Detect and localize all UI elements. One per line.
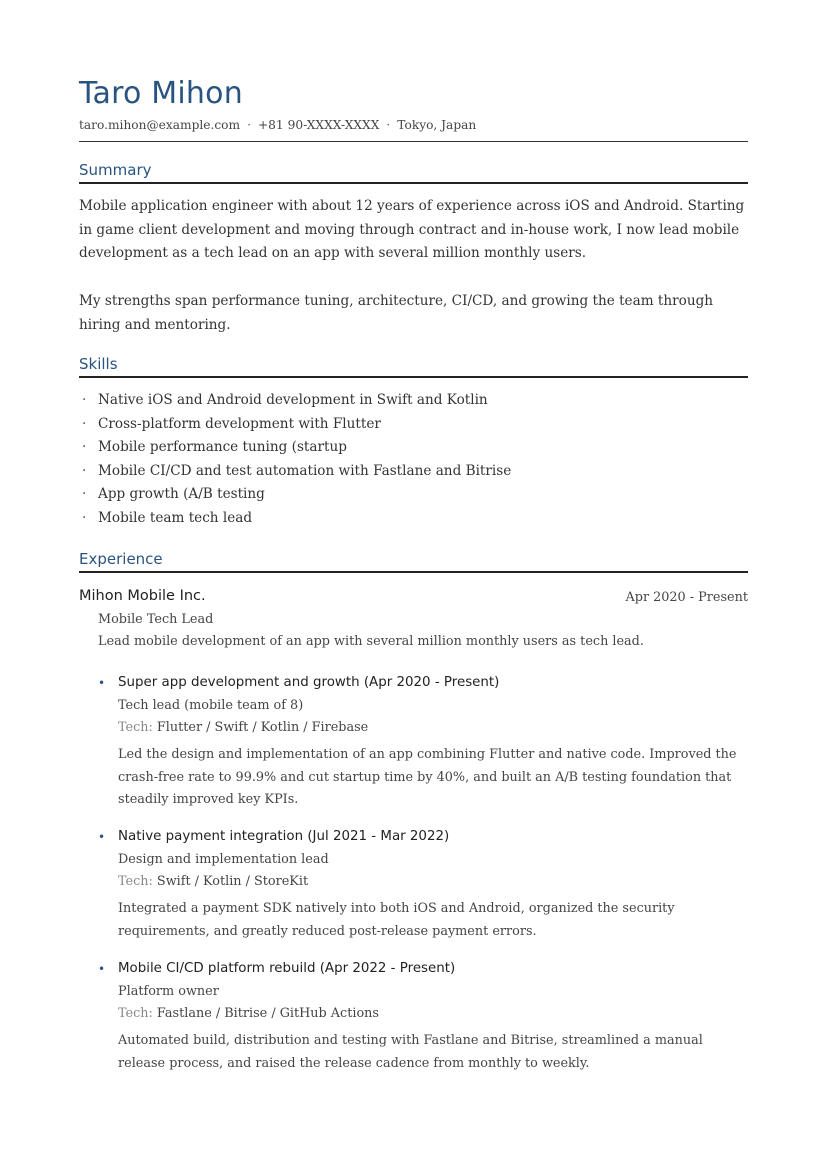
summary-paragraph-2: My strengths span performance tuning, architecture, CI/CD, and growing the team through hiring and mentoring.: [79, 293, 714, 333]
job-title: Mobile Tech Lead: [98, 612, 214, 627]
project-title: Mobile CI/CD platform rebuild (Apr 2022 - Present): [118, 961, 456, 976]
contact-phone: +81 90-XXXX-XXXX: [257, 118, 380, 132]
bullet-dot: ·: [82, 415, 87, 432]
tech-stack: Swift / Kotlin / StoreKit: [156, 874, 309, 889]
project-tech: [118, 718, 748, 737]
bullet-dot: ·: [82, 509, 87, 526]
skill-text: Cross-platform development with Flutter: [98, 415, 381, 432]
bullet-dot: ·: [82, 392, 87, 408]
contact-separator: ·: [386, 118, 391, 132]
candidate-name: Taro Mihon: [79, 76, 243, 111]
tech-label: Tech:: [118, 720, 153, 735]
contact-line: [79, 116, 476, 134]
skill-text: Native iOS and Android development in Swift and Kotlin: [98, 392, 488, 408]
employment-dates: Apr 2020 - Present: [625, 590, 748, 605]
contact-location: Tokyo, Japan: [397, 118, 477, 132]
tech-stack: Fastlane / Bitrise / GitHub Actions: [156, 1006, 379, 1021]
skill-item: [79, 460, 511, 484]
bullet-dot: •: [98, 676, 106, 690]
project-description: Automated build, distribution and testing with Fastlane and Bitrise, streamlined a manual release process, and raised the release cadence from monthly to weekly.: [118, 1033, 703, 1071]
company-description: Lead mobile development of an app with several million monthly users as tech lead.: [98, 634, 644, 649]
project-role: Tech lead (mobile team of 8): [118, 698, 304, 713]
bullet-dot: ·: [82, 486, 87, 503]
summary-heading: Summary: [79, 160, 748, 184]
contact-email: taro.mihon@example.com: [79, 118, 241, 132]
bullet-dot: •: [98, 962, 106, 976]
tech-label: Tech:: [118, 874, 153, 889]
project-title: Native payment integration (Jul 2021 - Mar 2022): [118, 829, 450, 844]
company-name: Mihon Mobile Inc.: [79, 588, 206, 604]
skill-text: Mobile team tech lead: [98, 509, 253, 526]
skills-heading: Skills: [79, 354, 748, 378]
contact-separator: ·: [247, 118, 251, 132]
skill-item: [79, 483, 511, 507]
project-item: [98, 959, 748, 1075]
experience-heading: Experience: [79, 549, 748, 573]
project-tech: [118, 872, 748, 891]
bullet-dot: ·: [82, 439, 87, 456]
project-role: Design and implementation lead: [118, 852, 329, 867]
summary-paragraph-1: Mobile application engineer with about 12 years of experience across iOS and Android. Starting in game client development and moving through contract and in-house work, I now lead mobile development as a tech lead on an app with several million monthly users.: [79, 198, 745, 261]
bullet-dot: •: [98, 830, 106, 844]
skill-item: [79, 413, 511, 437]
project-description: Led the design and implementation of an app combining Flutter and native code. Improved the crash-free rate to 99.9% and cut startup time by 40%, and built an A/B testing foundation that steadily improved key KPIs.: [118, 747, 737, 807]
project-tech: [118, 1004, 748, 1023]
project-role: Platform owner: [118, 984, 219, 999]
skills-list: [79, 389, 511, 531]
skill-item: [79, 507, 511, 531]
project-title: Super app development and growth (Apr 2020 - Present): [118, 675, 500, 690]
skill-item: [79, 436, 511, 460]
project-item: [98, 827, 748, 943]
skill-text: Mobile performance tuning (startup: [98, 439, 347, 456]
header-divider: [79, 141, 748, 142]
project-description: Integrated a payment SDK natively into both iOS and Android, organized the security requirements, and greatly reduced post-release payment errors.: [118, 901, 675, 939]
tech-stack: Flutter / Swift / Kotlin / Firebase: [156, 720, 369, 735]
skill-text: Mobile CI/CD and test automation with Fastlane and Bitrise: [98, 462, 512, 479]
skill-text: App growth (A/B testing: [98, 486, 265, 503]
project-item: [98, 673, 748, 812]
tech-label: Tech:: [118, 1006, 153, 1021]
bullet-dot: ·: [82, 462, 87, 479]
skill-item: [79, 389, 511, 413]
